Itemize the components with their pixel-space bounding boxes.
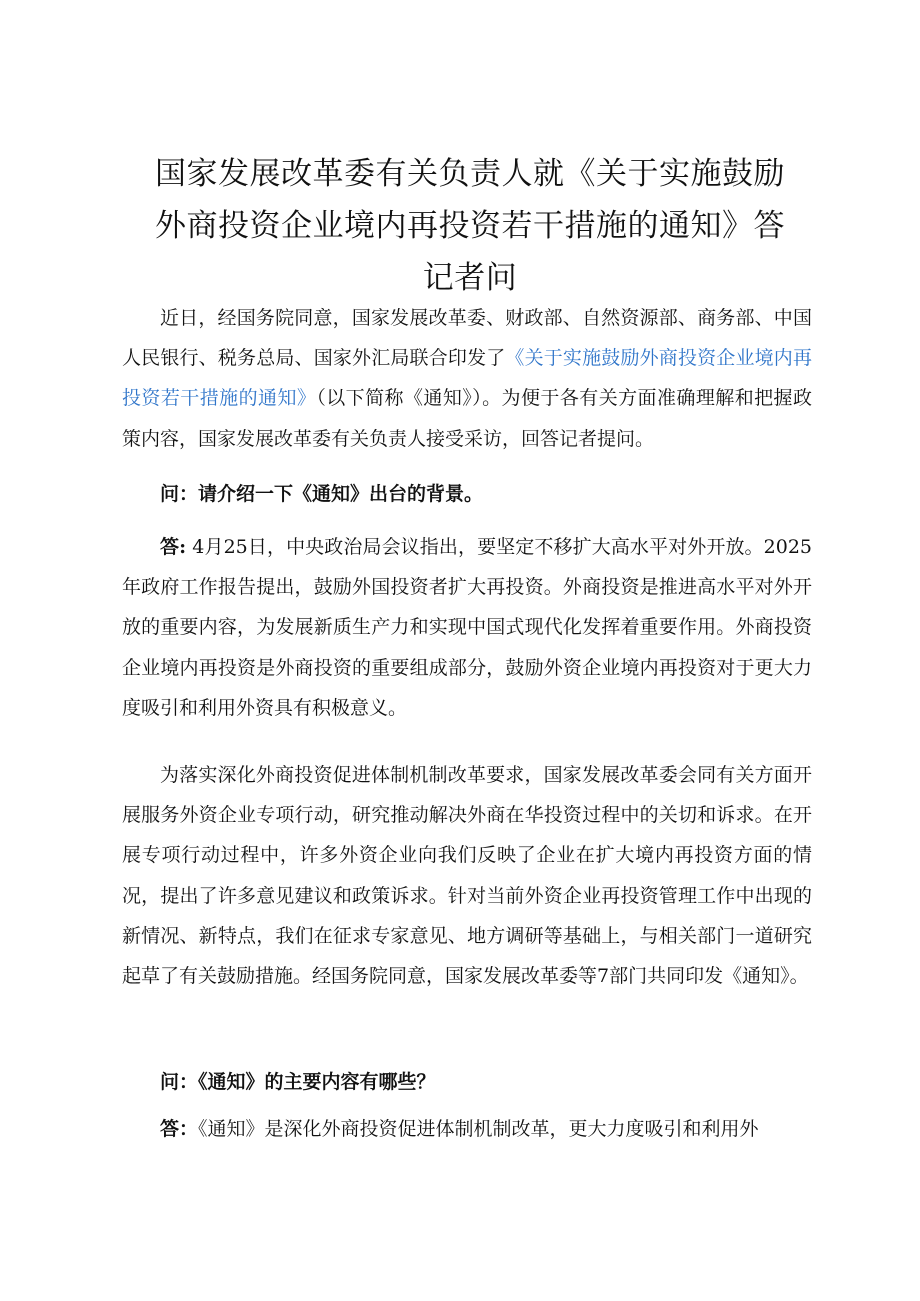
question-1: 问：请介绍一下《通知》出台的背景。 xyxy=(160,483,484,505)
notice-link[interactable]: 《关于实施鼓励外商投资企业境内再投资若干措施的通知》 xyxy=(122,347,812,410)
answer-2-paragraph xyxy=(122,1109,812,1149)
answer-label: 答: xyxy=(160,536,187,558)
answer-label-2: 答： xyxy=(160,1118,199,1140)
answer-1-text: 4月25日，中央政治局会议指出，要坚定不移扩大高水平对外开放。2025年政府工作报告提出，鼓励外国投资者扩大再投资。外商投资是推进高水平对外开放的重要内容，为发展新质生产力和实现中国式现代化发挥着重要作用。外商投资企业境内再投资是外商投资的重要组成部分，鼓励外资企业境内再投资对于更大力度吸引和利用外资具有积极意义。 xyxy=(122,536,813,719)
intro-text: 近日，经国务院同意，国家发展改革委、财政部、自然资源部、商务部、中国人民银行、税务总局、国家外汇局联合印发了 xyxy=(122,307,812,370)
intro-paragraph xyxy=(122,298,812,459)
intro-text-after-link: （以下简称《通知》）。为便于各有关方面准确理解和把握政策内容，国家发展改革委有关负责人接受采访，回答记者提问。 xyxy=(122,387,812,450)
answer-1-paragraph-2: 为落实深化外商投资促进体制机制改革要求，国家发展改革委会同有关方面开展服务外资企业专项行动，研究推动解决外商在华投资过程中的关切和诉求。在开展专项行动过程中，许多外资企业向我们反映了企业在扩大境内再投资方面的情况，提出了许多意见建议和政策诉求。针对当前外资企业再投资管理工作中出现的新情况、新特点，我们在征求专家意见、地方调研等基础上，与相关部门一道研究起草了有关鼓励措施。经国务院同意，国家发展改革委等7部门共同印发《通知》。 xyxy=(122,764,812,988)
question-2: 问：《通知》的主要内容有哪些？ xyxy=(160,1071,436,1093)
document-title: 国家发展改革委有关负责人就《关于实施鼓励外商投资企业境内再投资若干措施的通知》答记者问 xyxy=(155,156,785,296)
answer-2-text: 《通知》是深化外商投资促进体制机制改革，更大力度吸引和利用外 xyxy=(198,1118,759,1140)
answer-1-paragraph xyxy=(122,527,812,728)
